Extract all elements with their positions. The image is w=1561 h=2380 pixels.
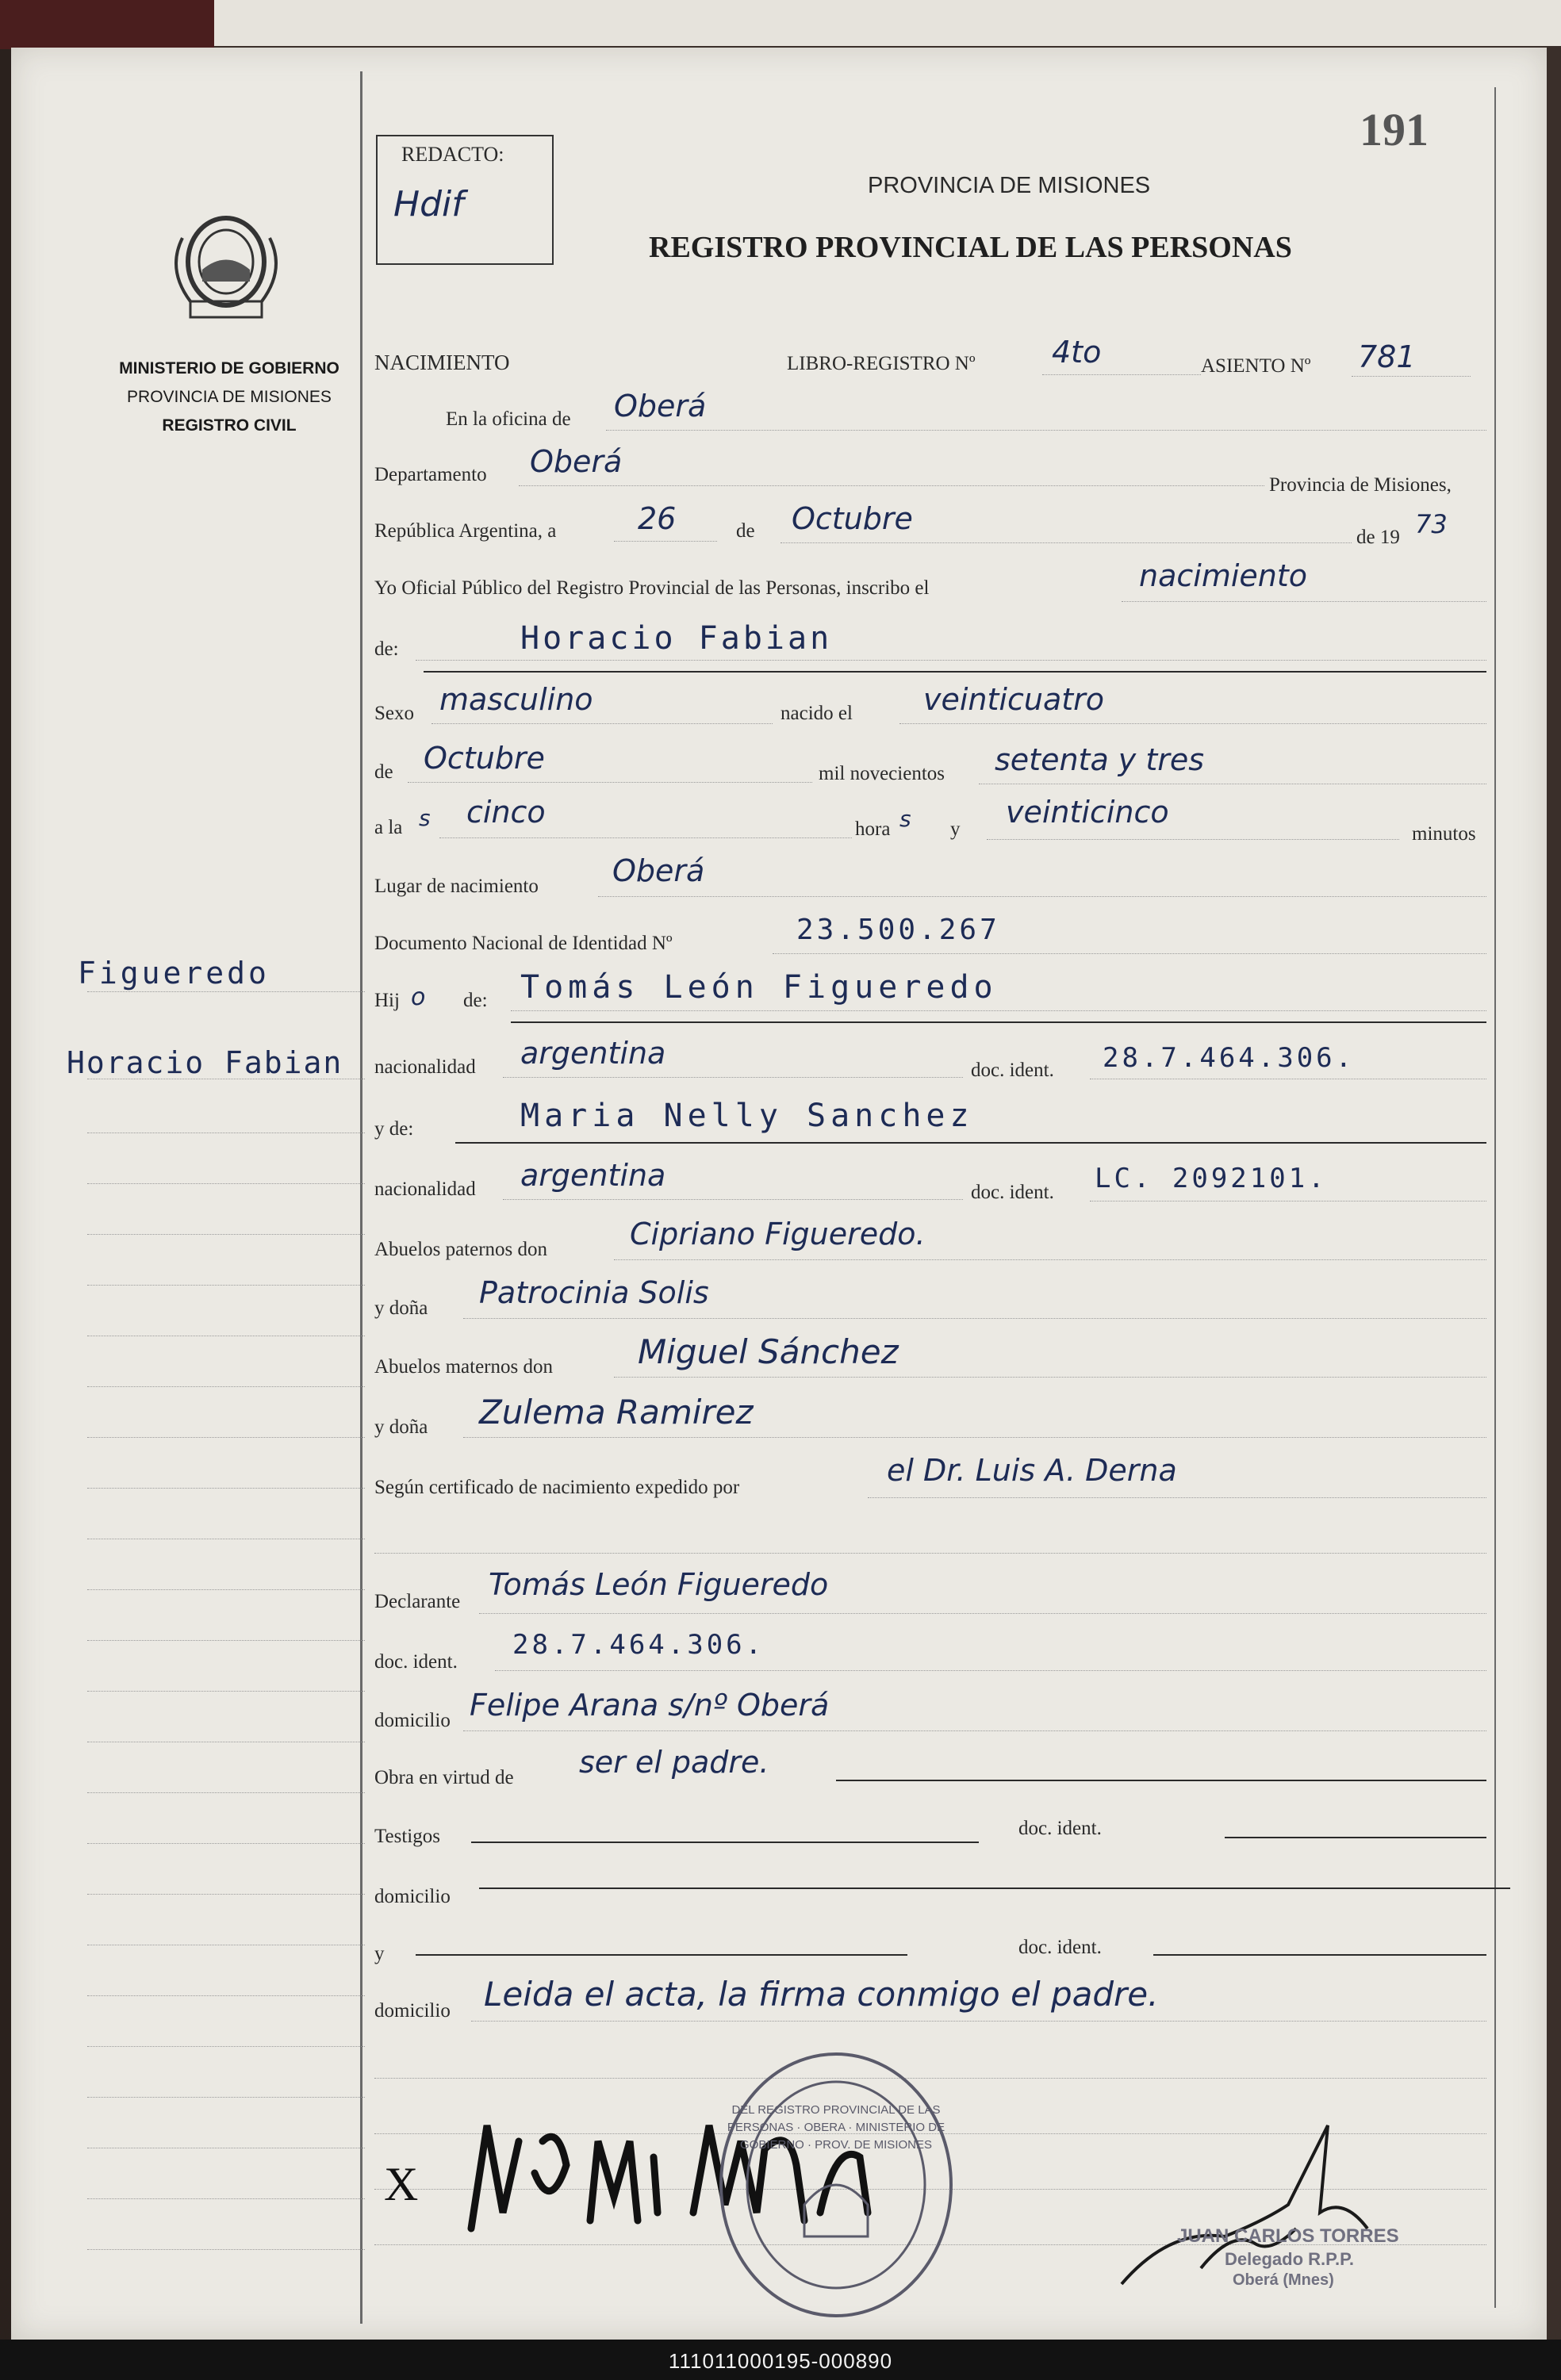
ministry-line1: MINISTERIO DE GOBIERNO [119,359,339,378]
lectura-line [471,2021,1486,2022]
abuela-pat-value: Patrocinia Solis [479,1275,709,1310]
testigos-doc-label: doc. ident. [1018,1818,1102,1839]
nombre-underline [424,671,1486,673]
madre-nac-line [503,1199,963,1200]
margin-line [87,1843,365,1844]
de2-label: de: [374,638,399,660]
provincia-label: Provincia de Misiones, [1269,474,1452,496]
y2-label: y [374,1943,385,1964]
redacto-box [376,135,554,265]
padre-underline [511,1021,1486,1023]
margin-surname: Figueredo [78,956,270,991]
margin-names: Horacio Fabian [67,1045,343,1080]
de3-label: de [374,761,393,783]
sexo-value: masculino [439,682,593,717]
nacido-line [899,723,1486,724]
margin-line [87,1488,365,1489]
minutos-line [987,839,1399,840]
hijo-label: Hij [374,990,400,1011]
register-page [11,48,1547,2340]
testigos-doc-line [1225,1837,1486,1838]
madre-value: Maria Nelly Sanchez [520,1098,974,1134]
departamento-line [519,485,1264,486]
previous-page-edge [214,0,1561,46]
y2-line [416,1954,907,1956]
stamp-role: Delegado R.P.P. [1225,2249,1355,2269]
page-number: 191 [1360,104,1429,155]
ministry-line3: REGISTRO CIVIL [162,416,297,435]
minutos-value: veinticinco [1006,795,1169,830]
asiento-label: ASIENTO Nº [1201,355,1311,377]
record-type: NACIMIENTO [374,351,510,374]
sexo-label: Sexo [374,703,414,724]
margin-line [87,991,365,992]
margin-line [87,1640,365,1641]
y2-doc-line [1153,1954,1486,1956]
dia-line [614,541,717,542]
inscribo-label: Yo Oficial Público del Registro Provincial de las Personas, inscribo el [374,577,930,599]
domicilio-line [463,1730,1486,1731]
padre-nac-value: argentina [520,1036,666,1071]
nac-mes-line [408,782,812,783]
obra-line [836,1780,1486,1781]
inscribo-line [1122,601,1486,602]
declarante-label: Declarante [374,1591,461,1612]
certificado-value: el Dr. Luis A. Derna [887,1453,1177,1488]
padre-line [511,1010,1486,1011]
redacto-label: REDACTO: [401,143,504,166]
margin-line [87,1995,365,1996]
oficina-label: En la oficina de [446,408,571,430]
x-mark: X [384,2158,419,2210]
decl-doc-line [495,1670,1486,1671]
dia-value: 26 [638,501,677,536]
header-province: PROVINCIA DE MISIONES [868,173,1151,198]
madre-doc-label: doc. ident. [971,1182,1054,1203]
margin-line [87,2097,365,2098]
republica-label: República Argentina, a [374,520,557,542]
sexo-line [431,723,773,724]
madre-nac-value: argentina [520,1158,666,1193]
domicilio-value: Felipe Arana s/nº Oberá [470,1688,830,1723]
testigos-label: Testigos [374,1826,440,1847]
horas-line [439,837,852,838]
binding-edge [0,0,214,49]
abuelo-pat-value: Cipriano Figueredo. [630,1217,926,1251]
certificado-label: Según certificado de nacimiento expedido por [374,1477,740,1498]
padre-nac-line [503,1077,963,1078]
anio-label: de 19 [1356,527,1400,548]
y2-doc-label: doc. ident. [1018,1937,1102,1958]
domicilio-label: domicilio [374,1710,451,1731]
nacido-label: nacido el [780,703,853,724]
abuelo-mat-value: Miguel Sánchez [638,1332,899,1371]
padre-nac-label: nacionalidad [374,1056,476,1078]
abuelo-pat-line [614,1259,1486,1260]
hijo-de-label: de: [463,990,488,1011]
horas-s: s [899,806,911,832]
libro-line [1042,374,1201,375]
declarante-line [479,1613,1486,1614]
yde-label: y de: [374,1118,414,1140]
asiento-value: 781 [1358,339,1416,374]
nac-mes-value: Octubre [424,741,545,776]
departamento-label: Departamento [374,464,487,485]
madre-doc-value: LC. 2092101. [1095,1163,1328,1194]
margin-line [87,1183,365,1184]
footer-code: 111011000195-000890 [668,2349,893,2373]
header-registry: REGISTRO PROVINCIAL DE LAS PERSONAS [649,231,1292,264]
lugar-line [598,896,1486,897]
declarante-value: Tomás León Figueredo [489,1567,829,1602]
round-stamp-text: DEL REGISTRO PROVINCIAL DE LAS PERSONAS · OBERA · MINISTERIO DE GOBIERNO · PROV. DE MISIONES [727,2103,945,2152]
margin-line [87,1386,365,1387]
padre-doc-value: 28.7.464.306. [1103,1042,1356,1074]
y-label: y [950,818,961,840]
testigo-dom-line [479,1888,1510,1889]
horas-label: hora [855,818,891,840]
anio-value: 73 [1415,509,1448,539]
margin-line [87,2046,365,2047]
madre-nac-label: nacionalidad [374,1179,476,1200]
testigo-dom-label: domicilio [374,1886,451,1907]
coat-of-arms-seal [159,206,293,333]
hijo-o: o [411,983,426,1011]
lugar-label: Lugar de nacimiento [374,876,539,897]
abuelos-pat-label: Abuelos paternos don [374,1239,548,1260]
book-spine [0,49,11,2380]
redacto-value: Hdif [393,184,464,224]
mes-value: Octubre [792,501,913,536]
abuelo-mat-line [614,1377,1486,1378]
padre-doc-label: doc. ident. [971,1060,1054,1081]
nombre-line [416,660,1486,661]
nacido-value: veinticuatro [923,682,1104,717]
dni-value: 23.500.267 [796,914,1000,946]
certificado-line [868,1497,1486,1498]
margin-line [87,1285,365,1286]
margin-line [87,2198,365,2199]
stamp-name: JUAN CARLOS TORRES [1177,2225,1399,2247]
stamp-place: Oberá (Mnes) [1233,2271,1334,2289]
nombre-value: Horacio Fabian [520,620,833,657]
departamento-value: Oberá [530,444,623,479]
margin-line [87,1234,365,1235]
abuela-pat-label: y doña [374,1297,428,1319]
margin-line [87,2249,365,2250]
de-label: de [736,520,755,542]
libro-label: LIBRO-REGISTRO Nº [787,353,976,374]
margin-line [87,1589,365,1590]
minutos-label: minutos [1412,823,1476,845]
margin-line [87,1894,365,1895]
abuela-mat-value: Zulema Ramirez [479,1393,754,1431]
margin-line [87,1437,365,1438]
obra-label: Obra en virtud de [374,1767,514,1788]
mil-label: mil novecientos [819,763,945,784]
libro-value: 4to [1052,335,1102,370]
decl-doc-label: doc. ident. [374,1651,458,1673]
margin-line [87,1691,365,1692]
right-border [1494,87,1496,2308]
lectura-value: Leida el acta, la firma conmigo el padre. [484,1975,1159,2014]
round-official-stamp [709,2046,963,2324]
testigos-line [471,1842,979,1843]
ala-label: a la [374,817,403,838]
decl-doc-value: 28.7.464.306. [512,1629,765,1661]
madre-underline [455,1142,1486,1144]
margin-line [87,1792,365,1793]
ala-s: s [419,805,431,831]
horas-value: cinco [466,795,546,830]
abuela-pat-line [463,1318,1486,1319]
dni-label: Documento Nacional de Identidad Nº [374,933,673,954]
lectura-dom-label: domicilio [374,2000,451,2022]
ministry-line2: PROVINCIA DE MISIONES [127,388,332,406]
abuela-mat-line [463,1437,1486,1438]
abuelos-mat-label: Abuelos maternos don [374,1356,553,1378]
inscribo-value: nacimiento [1139,558,1308,593]
asiento-line [1352,376,1471,377]
certificado-line2 [374,1553,1486,1554]
abuela-mat-label: y doña [374,1416,428,1438]
lugar-value: Oberá [612,853,705,888]
dni-line [773,953,1486,954]
oficina-value: Oberá [614,389,707,423]
footer-bar [0,2340,1561,2380]
obra-value: ser el padre. [579,1745,769,1780]
mil-value: setenta y tres [995,742,1205,777]
mes-line [780,542,1352,543]
oficina-line [606,430,1486,431]
padre-value: Tomás León Figueredo [520,969,998,1006]
